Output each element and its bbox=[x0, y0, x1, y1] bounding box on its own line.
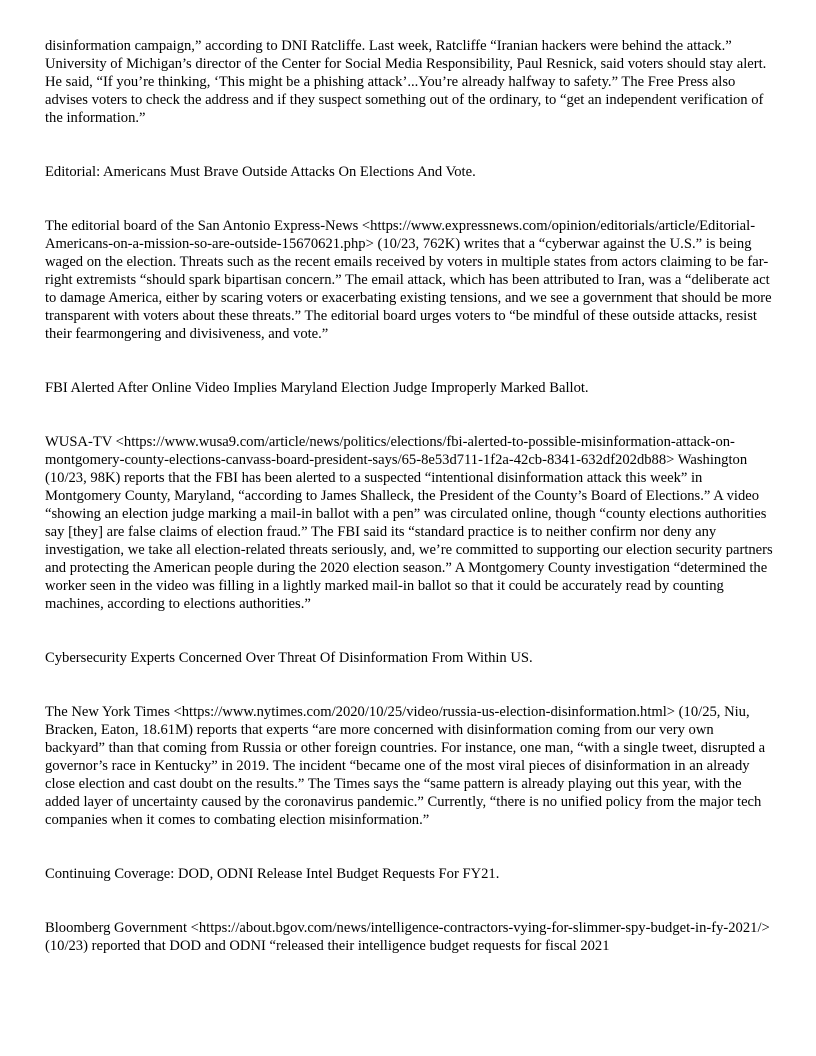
document-page bbox=[45, 37, 775, 955]
paragraph-san-antonio-editorial: The editorial board of the San Antonio Express-News <https://www.expressnews.com/opinion/editorials/article/Editorial-Americans-on-a-mission-so-are-outside-15670621.php> (10/23, 762K) writes that a “cyberwar against the U.S.” is being waged on the election. Threats such as the recent emails received by voters in multiple states from actors claiming to be far-right extremists “should spark bipartisan concern.” The email attack, which has been attributed to Iran, was a “deliberate act to damage America, either by scaring voters or exacerbating existing tensions, and we see a government that should be more transparent with voters about these threats.” The editorial board urges voters to “be mindful of these outside attacks, resist their fearmongering and divisiveness, and vote.” bbox=[45, 218, 772, 342]
headline-continuing-coverage-dod: Continuing Coverage: DOD, ODNI Release Intel Budget Requests For FY21. bbox=[45, 866, 500, 882]
paragraph-bloomberg-government: Bloomberg Government <https://about.bgov.com/news/intelligence-contractors-vying-for-slimmer-spy-budget-in-fy-2021/> (10/23) reported that DOD and ODNI “released their intelligence budget requests for fiscal 2021 bbox=[45, 920, 770, 954]
headline-cybersecurity-experts: Cybersecurity Experts Concerned Over Threat Of Disinformation From Within US. bbox=[45, 650, 533, 666]
paragraph-wusa-fbi-alerted: WUSA-TV <https://www.wusa9.com/article/news/politics/elections/fbi-alerted-to-possible-misinformation-attack-on-montgomery-county-elections-canvass-board-president-says/65-8e53d711-1f2a-42cb-8341-632df202db88> Washington (10/23, 98K) reports that the FBI has been alerted to a suspected “intentional disinformation attack this week” in Montgomery County, Maryland, “according to James Shalleck, the President of the County’s Board of Elections.” A video “showing an election judge marking a mail-in ballot with a pen” was circulated online, though “county elections authorities say [they] are false claims of election fraud.” The FBI said its “standard practice is to neither confirm nor deny any investigation, we take all election-related threats seriously, and, we’re committed to supporting our election security partners and protecting the American people during the 2020 election season.” A Montgomery County investigation “determined the worker seen in the video was filling in a lightly marked mail-in ballot so that it could be accurately read by counting machines, according to elections authorities.” bbox=[45, 434, 773, 612]
headline-fbi-maryland-ballot: FBI Alerted After Online Video Implies Maryland Election Judge Improperly Marked Ballot. bbox=[45, 380, 589, 396]
paragraph-disinformation-campaign: disinformation campaign,” according to DNI Ratcliffe. Last week, Ratcliffe “Iranian hackers were behind the attack.” University of Michigan’s director of the Center for Social Media Responsibility, Paul Resnick, said voters should stay alert. He said, “If you’re thinking, ‘This might be a phishing attack’...You’re already halfway to safety.” The Free Press also advises voters to check the address and if they suspect something out of the ordinary, to “get an independent verification of the information.” bbox=[45, 38, 767, 126]
paragraph-nyt-disinformation: The New York Times <https://www.nytimes.com/2020/10/25/video/russia-us-election-disinformation.html> (10/25, Niu, Bracken, Eaton, 18.61M) reports that experts “are more concerned with disinformation coming from our very own backyard” than that coming from Russia or other foreign countries. For instance, one man, “with a single tweet, disrupted a governor’s race in Kentucky” in 2019. The incident “became one of the most viral pieces of disinformation in an already close election and cast doubt on the results.” The Times says the “same pattern is already playing out this year, with the added layer of uncertainty caused by the coronavirus pandemic.” Currently, “there is no unified policy from the major tech companies when it comes to combating election misinformation.” bbox=[45, 704, 766, 828]
headline-editorial-americans-vote: Editorial: Americans Must Brave Outside Attacks On Elections And Vote. bbox=[45, 164, 476, 180]
